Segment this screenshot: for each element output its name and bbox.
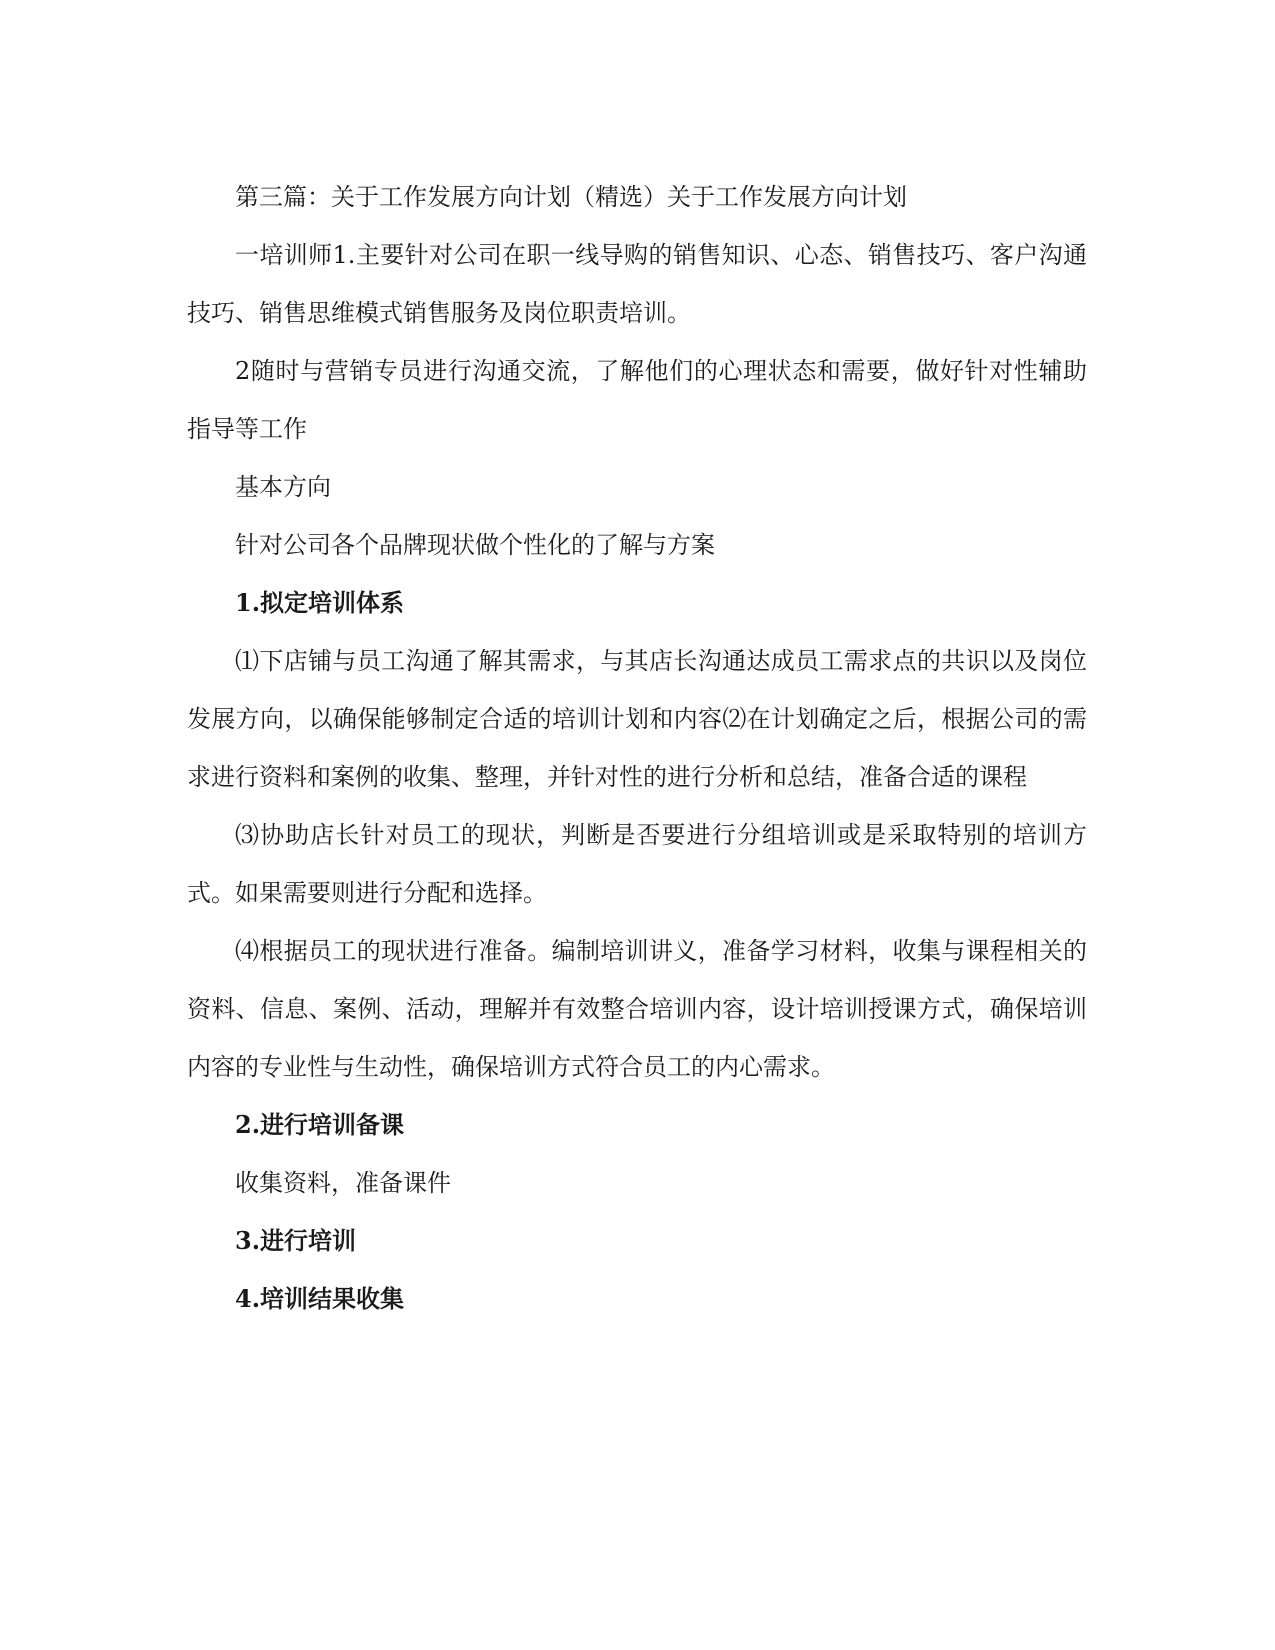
paragraph-communication: 2随时与营销专员进行沟通交流，了解他们的心理状态和需要，做好针对性辅助指导等工作 [187, 357, 1087, 443]
paragraph-basic-direction: 基本方向 [235, 473, 331, 501]
heading-result-collection: 4.培训结果收集 [235, 1284, 405, 1313]
paragraph-item-4: ⑷根据员工的现状进行准备。编制培训讲义，准备学习材料，收集与课程相关的资料、信息、案例、活动，理解并有效整合培训内容，设计培训授课方式，确保培训内容的专业性与生动性，确保培训方式符合员工的内心需求。 [187, 937, 1087, 1081]
paragraph-trainer-duties: 一培训师1.主要针对公司在职一线导购的销售知识、心态、销售技巧、客户沟通技巧、销售思维模式销售服务及岗位职责培训。 [187, 241, 1087, 327]
paragraph-collect-materials: 收集资料，准备课件 [235, 1169, 451, 1197]
heading-training-system: 1.拟定培训体系 [235, 588, 405, 617]
heading-lesson-prep: 2.进行培训备课 [235, 1110, 405, 1139]
paragraph-item-1-2: ⑴下店铺与员工沟通了解其需求，与其店长沟通达成员工需求点的共识以及岗位发展方向，以确保能够制定合适的培训计划和内容⑵在计划确定之后，根据公司的需求进行资料和案例的收集、整理，并针对性的进行分析和总结，准备合适的课程 [187, 647, 1087, 791]
document-body [187, 168, 1087, 1328]
section-title: 第三篇：关于工作发展方向计划（精选）关于工作发展方向计划 [235, 183, 907, 211]
paragraph-brand-plan: 针对公司各个品牌现状做个性化的了解与方案 [235, 531, 715, 559]
heading-conduct-training: 3.进行培训 [235, 1226, 357, 1255]
paragraph-item-3: ⑶协助店长针对员工的现状，判断是否要进行分组培训或是采取特别的培训方式。如果需要则进行分配和选择。 [187, 821, 1087, 907]
